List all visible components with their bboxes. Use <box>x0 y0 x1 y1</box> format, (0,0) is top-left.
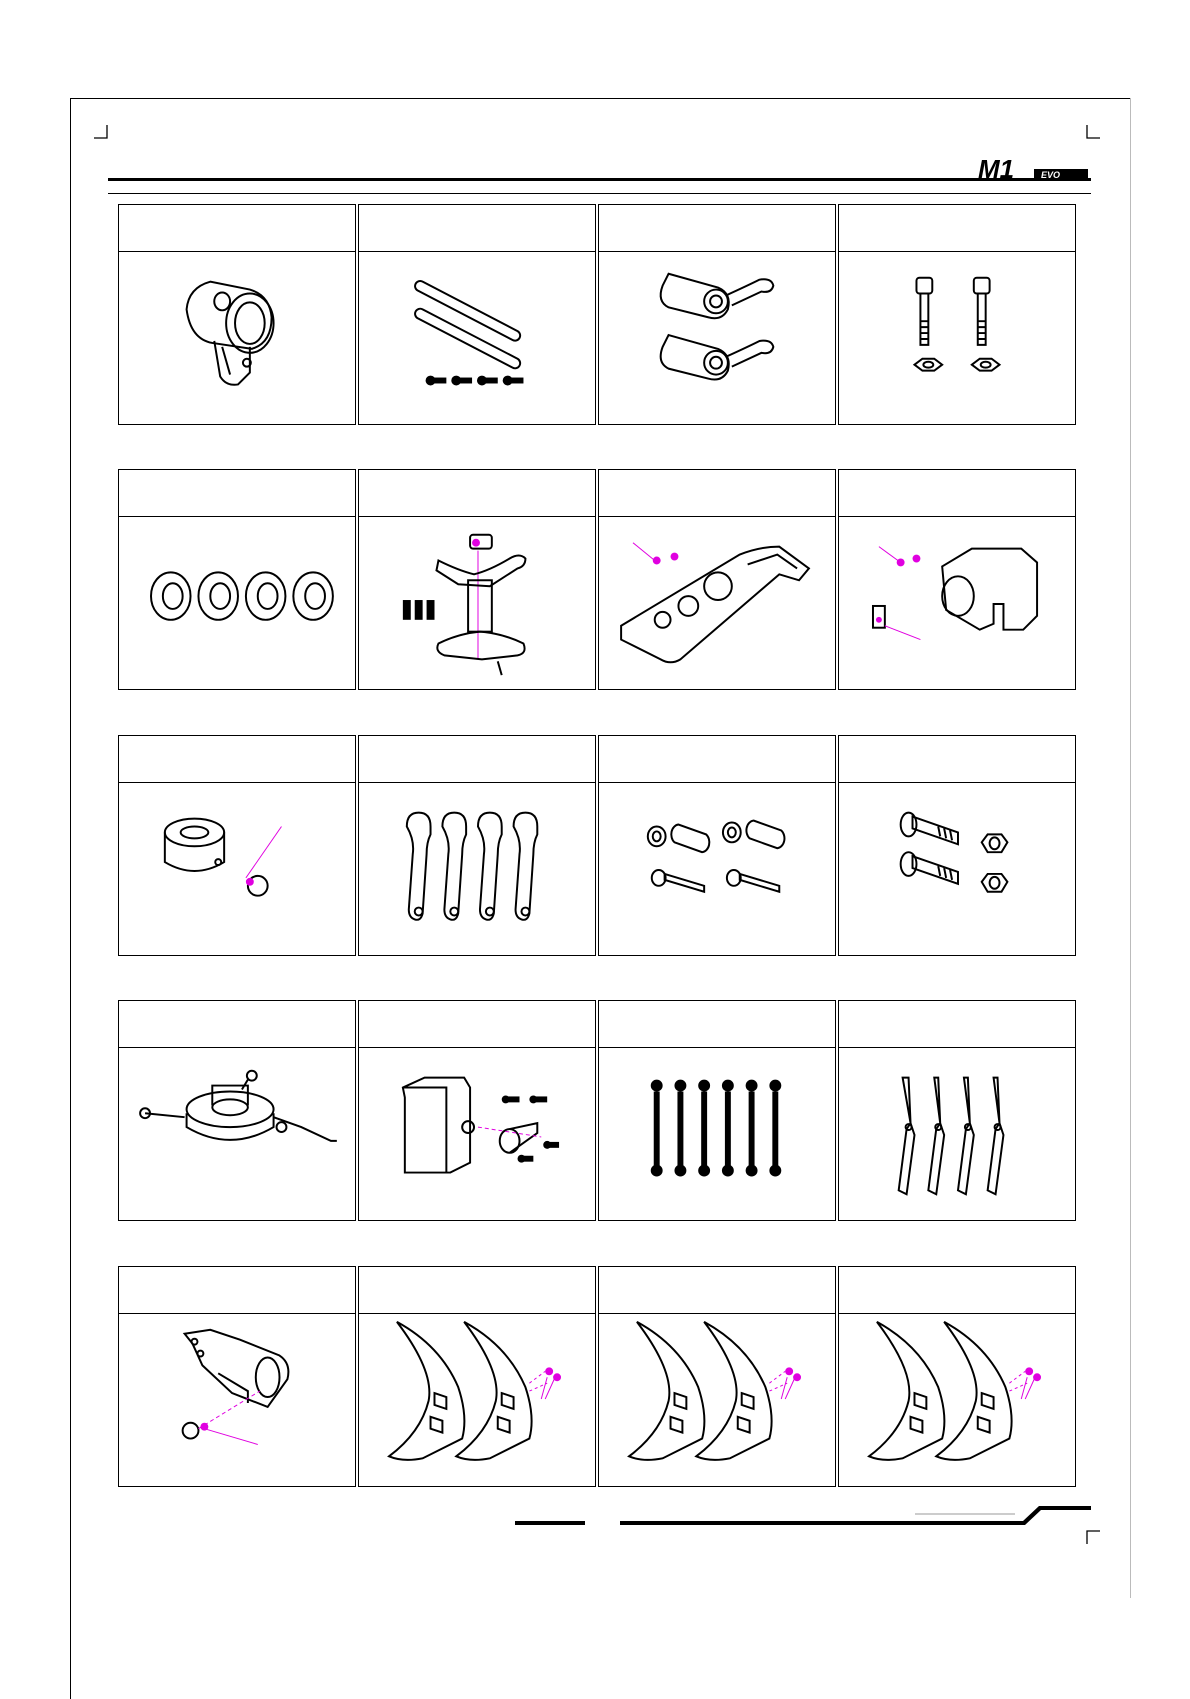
part-caption <box>839 1001 1075 1048</box>
part-cell <box>358 735 596 956</box>
crop-mark-top-left <box>94 125 108 139</box>
part-caption <box>839 736 1075 783</box>
part-cell <box>838 1000 1076 1221</box>
motor-mount-block-icon <box>839 517 1075 689</box>
part-caption <box>839 470 1075 517</box>
crop-mark-bottom-right <box>1086 1530 1100 1544</box>
part-caption <box>359 1001 595 1048</box>
servo-with-arm-icon <box>359 1048 595 1220</box>
vertical-fin-pair-a-icon <box>359 1314 595 1486</box>
tail-case-mount-icon <box>119 1314 355 1486</box>
washers-collars-bolts-icon <box>599 783 835 955</box>
part-caption <box>359 736 595 783</box>
parts-row-1 <box>118 204 1078 426</box>
swashplate-washout-base-icon <box>359 517 595 689</box>
main-rotor-hub-part-icon <box>119 252 355 424</box>
part-caption <box>359 205 595 252</box>
footer-swoosh <box>915 1502 1091 1526</box>
linkage-arms-icon <box>359 783 595 955</box>
part-cell <box>118 204 356 425</box>
parts-row-2 <box>118 469 1078 691</box>
part-cell <box>118 735 356 956</box>
header-rule <box>108 178 1091 181</box>
parts-row-3 <box>118 735 1078 957</box>
parts-row-4 <box>118 1000 1078 1222</box>
part-caption <box>599 1001 835 1048</box>
shoulder-bolts-nuts-icon <box>839 783 1075 955</box>
part-caption <box>839 205 1075 252</box>
bearings-set-icon <box>119 517 355 689</box>
bolts-and-nuts-icon <box>839 252 1075 424</box>
part-cell <box>838 469 1076 690</box>
part-cell <box>598 469 836 690</box>
blade-grip-holders-icon <box>599 252 835 424</box>
part-cell <box>358 204 596 425</box>
part-caption <box>119 736 355 783</box>
part-caption <box>119 1267 355 1314</box>
part-cell <box>598 735 836 956</box>
part-cell <box>118 1266 356 1487</box>
part-cell <box>358 469 596 690</box>
part-caption <box>839 1267 1075 1314</box>
vertical-fin-pair-c-icon <box>839 1314 1075 1486</box>
spindle-shafts-and-screws-icon <box>359 252 595 424</box>
part-caption <box>119 205 355 252</box>
part-caption <box>119 470 355 517</box>
part-caption <box>359 1267 595 1314</box>
vertical-fin-pair-b-icon <box>599 1314 835 1486</box>
part-caption <box>599 736 835 783</box>
logo-text: M1 <box>978 156 1015 182</box>
part-caption <box>599 1267 835 1314</box>
main-frame-lower-icon <box>599 517 835 689</box>
part-cell <box>358 1000 596 1221</box>
footer-bar-short <box>515 1521 585 1525</box>
part-cell <box>358 1266 596 1487</box>
m1-evo-logo <box>978 156 1090 182</box>
logo-sub-text: EVO <box>1041 170 1061 180</box>
collar-with-screw-icon <box>119 783 355 955</box>
crop-mark-top-right <box>1086 125 1100 139</box>
pushrod-links-icon <box>599 1048 835 1220</box>
part-caption <box>599 205 835 252</box>
part-cell <box>838 735 1076 956</box>
part-cell <box>598 204 836 425</box>
part-cell <box>118 1000 356 1221</box>
part-caption <box>599 470 835 517</box>
swashplate-assembly-icon <box>119 1048 355 1220</box>
part-cell <box>838 1266 1076 1487</box>
part-caption <box>359 470 595 517</box>
part-cell <box>598 1266 836 1487</box>
parts-row-5 <box>118 1266 1078 1488</box>
part-cell <box>118 469 356 690</box>
page-edge-line <box>1130 98 1131 1598</box>
part-cell <box>598 1000 836 1221</box>
tail-blades-icon <box>839 1048 1075 1220</box>
part-cell <box>838 204 1076 425</box>
part-caption <box>119 1001 355 1048</box>
header-rule-thin <box>108 193 1091 194</box>
